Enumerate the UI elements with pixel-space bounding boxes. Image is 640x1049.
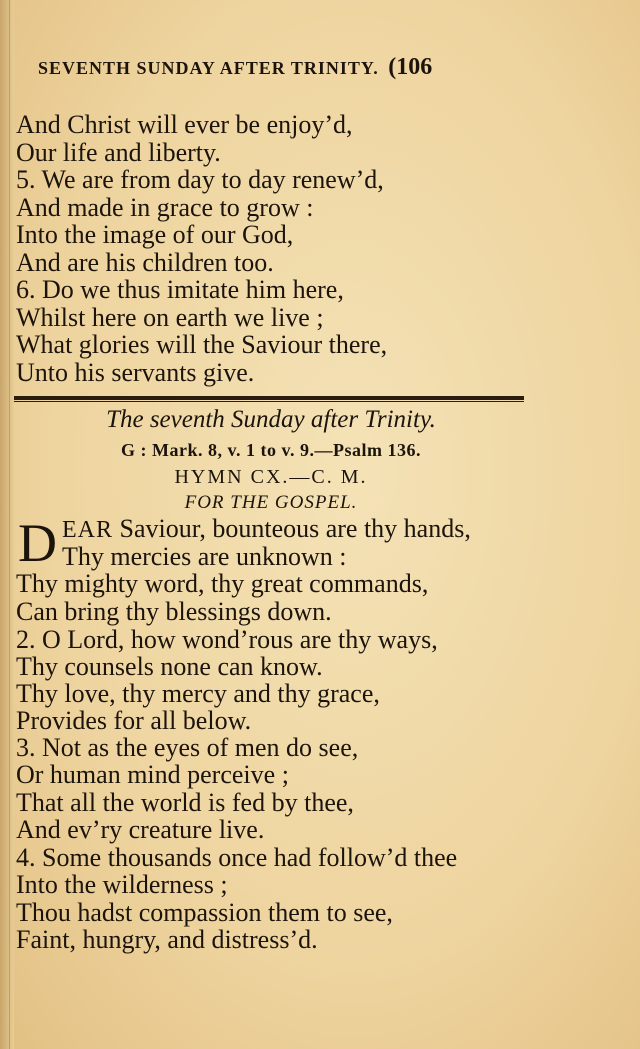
verse-line: 3. Not as the eyes of men do see, [16,733,359,762]
first-word-caps: EAR [62,517,113,543]
gutter-line [9,0,10,1049]
verse-line: And Christ will ever be enjoy’d, [16,110,353,139]
verse-line: 5. We are from day to day renew’d, [16,165,384,194]
scripture-reference: G : Mark. 8, v. 1 to v. 9.—Psalm 136. [121,440,421,460]
verse-line: Our life and liberty. [16,138,221,167]
verse-line: That all the world is fed by thee, [16,788,354,817]
section-rule [14,396,524,400]
verse-line: Can bring thy blessings down. [16,597,332,626]
verse-line: Thy love, thy mercy and thy grace, [16,679,380,708]
section-title: The seventh Sunday after Trinity. [106,406,436,433]
verse-line: Thy mighty word, thy great commands, [16,569,429,598]
verse-line: And ev’ry creature live. [16,815,265,844]
section-rule-thin [14,401,524,402]
verse-line: 6. Do we thus imitate him here, [16,275,344,304]
verse-line: And are his children too. [16,248,274,277]
verse-line: Or human mind perceive ; [16,760,289,789]
verse-line: Thy counsels none can know. [16,652,323,681]
verse-line: Whilst here on earth we live ; [16,303,324,332]
verse-line: 4. Some thousands once had follow’d thee [16,843,458,872]
running-head [38,54,432,81]
verse-line: Provides for all below. [16,706,252,735]
verse-line: Unto his servants give. [16,358,255,387]
hymn-first-line [62,515,471,544]
verse-line: 2. O Lord, how wond’rous are thy ways, [16,625,438,654]
page-number: (106 [388,54,433,80]
verse-line: What glories will the Saviour there, [16,330,388,359]
verse-line: Thy mercies are unknown : [62,542,347,571]
verse-line: And made in grace to grow : [16,193,314,222]
page-gutter [0,0,14,1049]
running-head-title: SEVENTH SUNDAY AFTER TRINITY. [38,58,379,78]
verse-line: Faint, hungry, and distress’d. [16,925,318,954]
verse-line: Into the wilderness ; [16,870,228,899]
hymn-subtitle: FOR THE GOSPEL. [184,492,358,513]
drop-cap: D [18,513,57,573]
verse-line: Into the image of our God, [16,220,294,249]
first-line-rest: Saviour, bounteous are thy hands, [113,514,471,543]
verse-line: Thou hadst compassion them to see, [16,898,393,927]
hymn-number: HYMN CX.—C. M. [174,466,368,488]
